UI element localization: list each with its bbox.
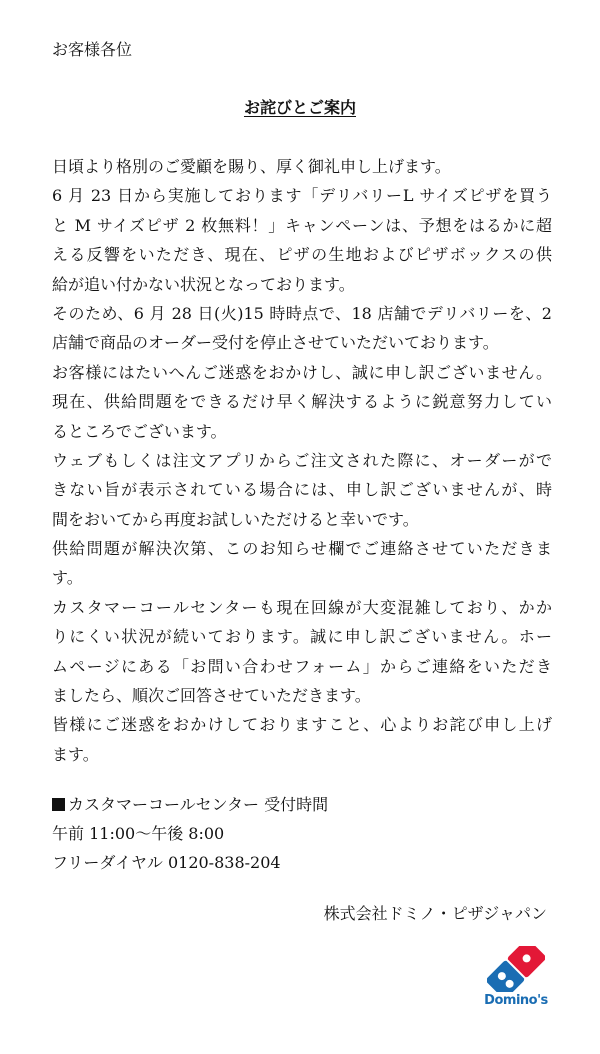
- body-line: 店舗で商品のオーダー受付を停止させていただいております。: [52, 333, 499, 353]
- contact-hours: 午前 11:00～午後 8:00: [52, 824, 225, 843]
- body-line: りにくい状況が続いております。誠に申し訳ございません。ホー: [52, 627, 552, 647]
- body-line: ウェブもしくは注文アプリからご注文された際に、オーダーがで: [52, 450, 552, 470]
- body-line: きない旨が表示されている場合には、申し訳ございませんが、時: [52, 480, 552, 500]
- body-line: 皆様にご迷惑をおかけしておりますこと、心よりお詫び申し上げ: [52, 715, 552, 735]
- body-line: お客様にはたいへんご迷惑をおかけし、誠に申し訳ございません。: [52, 362, 552, 382]
- black-square-icon: [52, 798, 65, 811]
- body-line: カスタマーコールセンターも現在回線が大変混雑しており、かか: [52, 597, 552, 617]
- body-line: す。: [52, 568, 83, 588]
- body-line: える反響をいただき、現在、ピザの生地およびピザボックスの供: [52, 245, 552, 265]
- domino-tile-icon: [487, 946, 545, 992]
- contact-heading-text: カスタマーコールセンター 受付時間: [68, 795, 329, 814]
- body-line: 6 月 23 日から実施しております「デリバリーL サイズピザを買う: [52, 186, 552, 206]
- body-line: ましたら、順次ご回答させていただきます。: [52, 686, 371, 706]
- body-line: 間をおいてから再度お試しいただけると幸いです。: [52, 509, 419, 529]
- logo-wordmark: Domino's: [484, 993, 548, 1008]
- notice-title: [0, 98, 600, 118]
- notice-body: [52, 152, 552, 769]
- contact-info: [52, 790, 512, 877]
- salutation: お客様各位: [52, 40, 133, 59]
- body-line: ます。: [52, 744, 99, 764]
- dominos-logo: [480, 946, 552, 1016]
- body-line: ムページにある「お問い合わせフォーム」からご連絡をいただき: [52, 656, 552, 676]
- notice-title-text: お詫びとご案内: [243, 98, 356, 117]
- body-line: 供給問題が解決次第、このお知らせ欄でご連絡させていただきま: [52, 539, 552, 559]
- body-line: 日頃より格別のご愛顧を賜り、厚く御礼申し上げます。: [52, 157, 451, 176]
- body-line: るところでございます。: [52, 421, 227, 441]
- body-line: と M サイズピザ 2 枚無料！」キャンペーンは、予想をはるかに超: [52, 215, 552, 235]
- body-line: 給が追い付かない状況となっております。: [52, 274, 355, 294]
- contact-phone: フリーダイヤル 0120-838-204: [52, 853, 281, 872]
- company-name: 株式会社ドミノ・ピザジャパン: [323, 904, 547, 923]
- contact-heading: [52, 790, 512, 819]
- body-line: そのため、6 月 28 日(火)15 時時点で、18 店舗でデリバリーを、2: [52, 303, 552, 323]
- body-line: 現在、供給問題をできるだけ早く解決するように鋭意努力してい: [52, 392, 552, 412]
